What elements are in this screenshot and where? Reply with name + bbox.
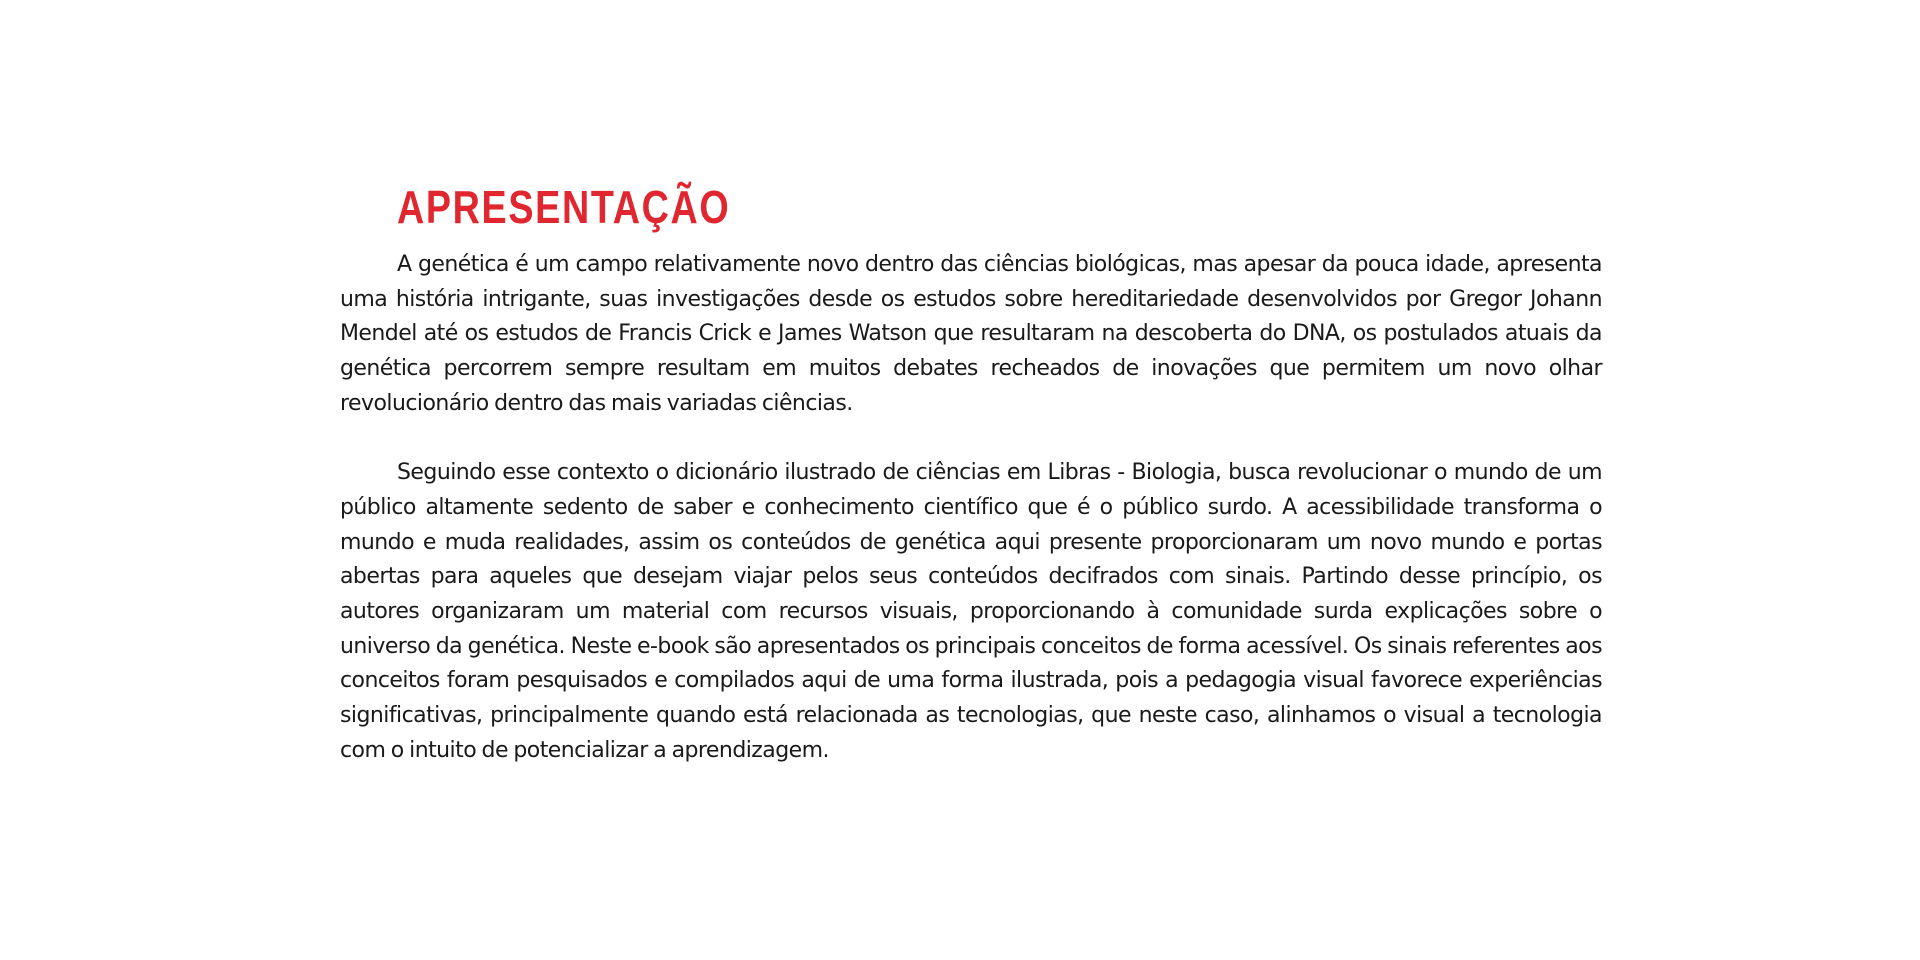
document-content xyxy=(340,180,1602,769)
paragraph-1: A genética é um campo relativamente novo dentro das ciências biológicas, mas apesar da pouca idade, apresenta uma história intrigante, suas investigações desde os estudos sobre hereditariedade desenvolvidos por Gregor Johann Mendel até os estudos de Francis Crick e James Watson que resultaram na descoberta do DNA, os postulados atuais da genética percorrem sempre resultam em muitos debates recheados de inovações que permitem um novo olhar revolucionário dentro das mais variadas ciências. xyxy=(340,252,1602,416)
paragraph-2: Seguindo esse contexto o dicionário ilustrado de ciências em Libras - Biologia, busca revolucionar o mundo de um público altamente sedento de saber e conhecimento científico que é o público surdo. A acessibilidade transforma o mundo e muda realidades, assim os conteúdos de genética aqui presente proporcionaram um novo mundo e portas abertas para aqueles que desejam viajar pelos seus conteúdos decifrados com sinais. Partindo desse princípio, os autores organizaram um material com recursos visuais, proporcionando à comunidade surda explicações sobre o universo da genética. Neste e-book são apresentados os principais conceitos de forma acessível. Os sinais referentes aos conceitos foram pesquisados e compilados aqui de uma forma ilustrada, pois a pedagogia visual favorece experiências significativas, principalmente quando está relacionada as tecnologias, que neste caso, alinhamos o visual a tecnologia com o intuito de potencializar a aprendizagem. xyxy=(340,460,1602,763)
page-title: APRESENTAÇÃO xyxy=(397,181,731,233)
